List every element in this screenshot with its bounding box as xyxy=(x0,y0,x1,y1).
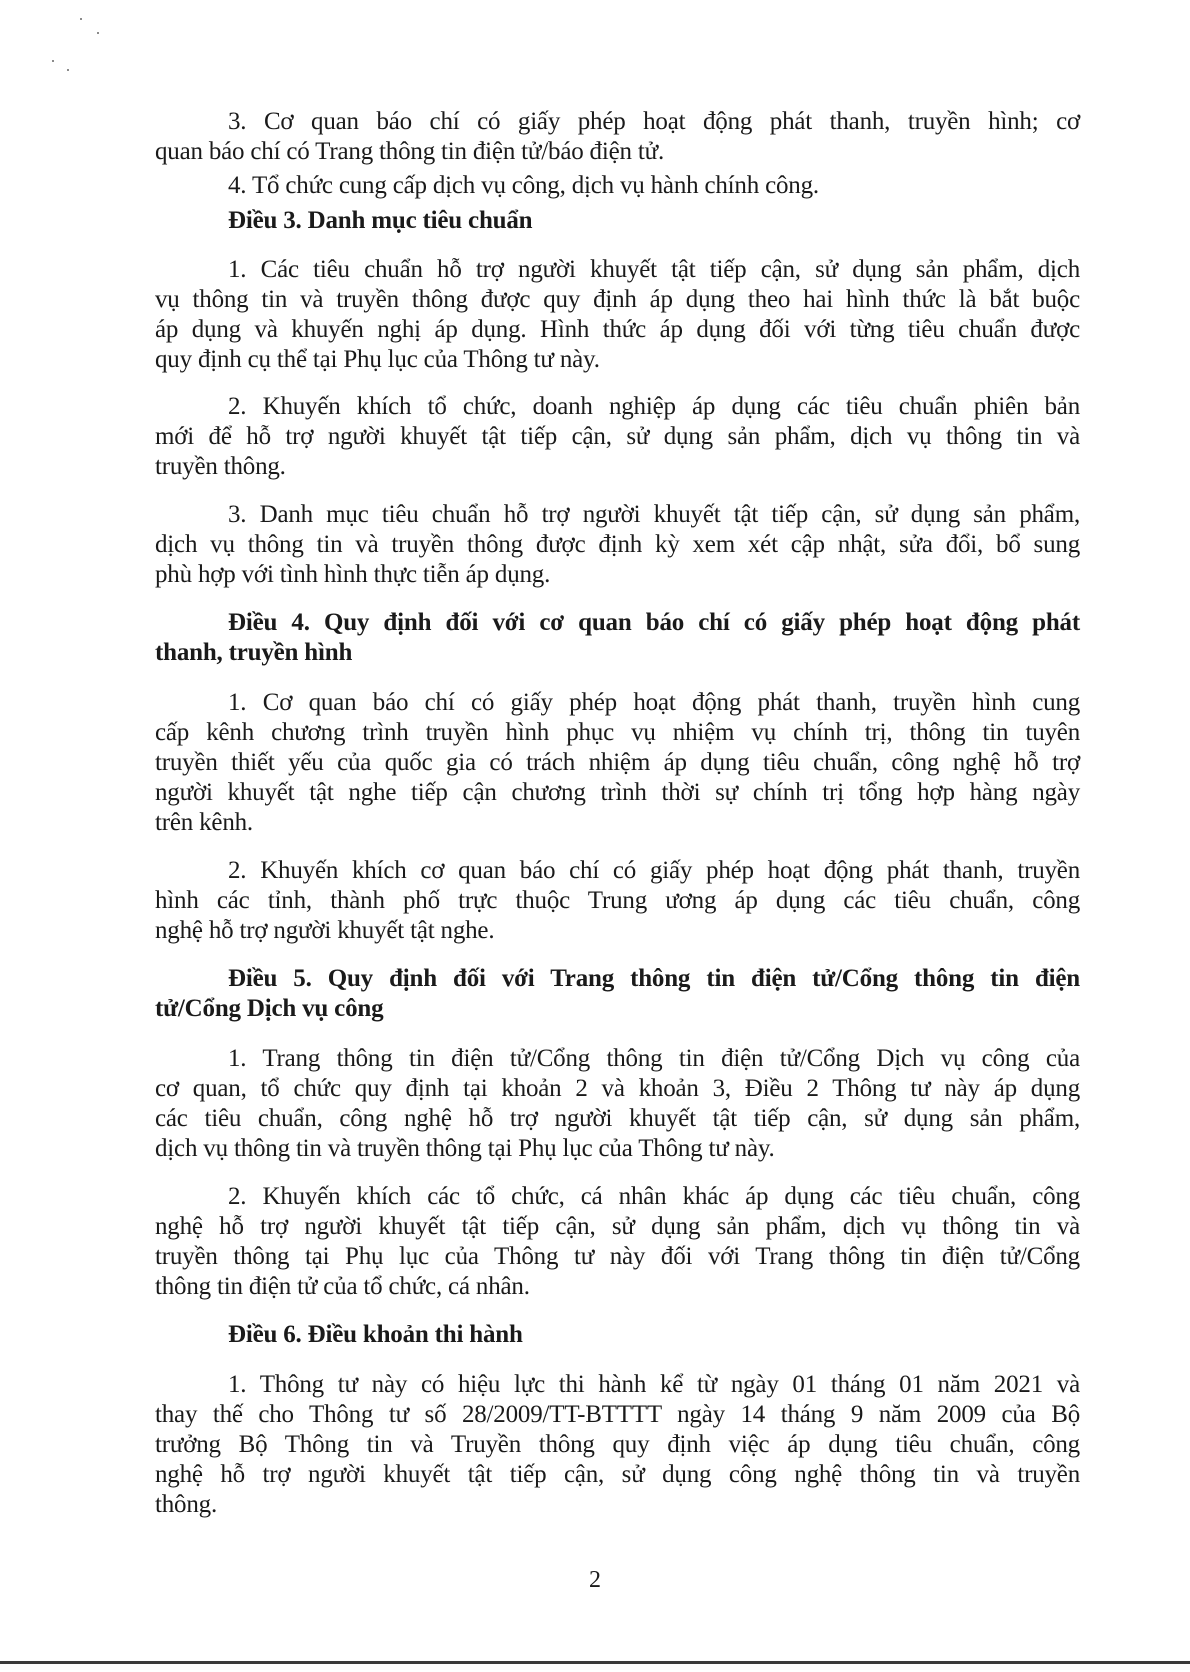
paragraph-line: thông. xyxy=(155,1491,217,1518)
article-heading: Điều 5. Quy định đối với Trang thông tin điện tử/Cổng thông tin điện xyxy=(228,965,1080,992)
paragraph-line: 3. Cơ quan báo chí có giấy phép hoạt động phát thanh, truyền hình; cơ xyxy=(228,108,1080,135)
paragraph-line: nghệ hỗ trợ người khuyết tật tiếp cận, sử dụng sản phẩm, dịch vụ thông tin và xyxy=(155,1213,1080,1240)
paragraph-line: phù hợp với tình hình thực tiễn áp dụng. xyxy=(155,561,551,588)
article-heading: Điều 4. Quy định đối với cơ quan báo chí có giấy phép hoạt động phát xyxy=(228,609,1080,636)
paragraph-line: 2. Khuyến khích cơ quan báo chí có giấy phép hoạt động phát thanh, truyền xyxy=(228,857,1080,884)
paragraph-line: quy định cụ thể tại Phụ lục của Thông tư này. xyxy=(155,346,600,373)
paragraph-line: 2. Khuyến khích các tổ chức, cá nhân khác áp dụng các tiêu chuẩn, công xyxy=(228,1183,1080,1210)
paragraph-line: trưởng Bộ Thông tin và Truyền thông quy định việc áp dụng tiêu chuẩn, công xyxy=(155,1431,1080,1458)
paragraph-line: nghệ hỗ trợ người khuyết tật tiếp cận, sử dụng công nghệ thông tin và truyền xyxy=(155,1461,1080,1488)
scan-speck xyxy=(67,69,69,71)
article-heading: thanh, truyền hình xyxy=(155,639,353,666)
article-heading: Điều 6. Điều khoản thi hành xyxy=(228,1321,523,1348)
paragraph-line: truyền thiết yếu của quốc gia có trách nhiệm áp dụng tiêu chuẩn, công nghệ hỗ trợ xyxy=(155,749,1080,776)
paragraph-line: quan báo chí có Trang thông tin điện tử/báo điện tử. xyxy=(155,138,664,165)
scan-speck xyxy=(52,60,54,62)
scan-speck xyxy=(80,18,82,20)
paragraph-line: dịch vụ thông tin và truyền thông được định kỳ xem xét cập nhật, sửa đổi, bổ sung xyxy=(155,531,1080,558)
paragraph-line: 1. Trang thông tin điện tử/Cổng thông tin điện tử/Cổng Dịch vụ công của xyxy=(228,1045,1080,1072)
paragraph-line: thay thế cho Thông tư số 28/2009/TT-BTTTT ngày 14 tháng 9 năm 2009 của Bộ xyxy=(155,1401,1080,1428)
paragraph-line: dịch vụ thông tin và truyền thông tại Phụ lục của Thông tư này. xyxy=(155,1135,775,1162)
paragraph-line: trên kênh. xyxy=(155,809,253,836)
article-heading: tử/Cổng Dịch vụ công xyxy=(155,995,384,1022)
paragraph-line: nghệ hỗ trợ người khuyết tật nghe. xyxy=(155,917,495,944)
paragraph-line: thông tin điện tử của tổ chức, cá nhân. xyxy=(155,1273,530,1300)
paragraph-line: 4. Tổ chức cung cấp dịch vụ công, dịch vụ hành chính công. xyxy=(228,172,819,199)
paragraph-line: truyền thông. xyxy=(155,453,286,480)
paragraph-line: người khuyết tật nghe tiếp cận chương trình thời sự chính trị tổng hợp hàng ngày xyxy=(155,779,1080,806)
paragraph-line: 1. Cơ quan báo chí có giấy phép hoạt động phát thanh, truyền hình cung xyxy=(228,689,1080,716)
paragraph-line: 2. Khuyến khích tổ chức, doanh nghiệp áp dụng các tiêu chuẩn phiên bản xyxy=(228,393,1080,420)
paragraph-line: hình các tỉnh, thành phố trực thuộc Trung ương áp dụng các tiêu chuẩn, công xyxy=(155,887,1080,914)
paragraph-line: cơ quan, tổ chức quy định tại khoản 2 và khoản 3, Điều 2 Thông tư này áp dụng xyxy=(155,1075,1080,1102)
paragraph-line: áp dụng và khuyến nghị áp dụng. Hình thức áp dụng đối với từng tiêu chuẩn được xyxy=(155,316,1080,343)
paragraph-line: truyền thông tại Phụ lục của Thông tư này đối với Trang thông tin điện tử/Cổng xyxy=(155,1243,1080,1270)
paragraph-line: cấp kênh chương trình truyền hình phục vụ nhiệm vụ chính trị, thông tin tuyên xyxy=(155,719,1080,746)
article-heading: Điều 3. Danh mục tiêu chuẩn xyxy=(228,207,533,234)
paragraph-line: 3. Danh mục tiêu chuẩn hỗ trợ người khuyết tật tiếp cận, sử dụng sản phẩm, xyxy=(228,501,1080,528)
paragraph-line: 1. Các tiêu chuẩn hỗ trợ người khuyết tật tiếp cận, sử dụng sản phẩm, dịch xyxy=(228,256,1080,283)
paragraph-line: 1. Thông tư này có hiệu lực thi hành kể từ ngày 01 tháng 01 năm 2021 và xyxy=(228,1371,1080,1398)
paragraph-line: mới để hỗ trợ người khuyết tật tiếp cận, sử dụng sản phẩm, dịch vụ thông tin và xyxy=(155,423,1080,450)
scan-speck xyxy=(97,32,99,34)
page-number: 2 xyxy=(589,1567,601,1593)
page-bottom-edge xyxy=(0,1661,1190,1664)
paragraph-line: vụ thông tin và truyền thông được quy định áp dụng theo hai hình thức là bắt buộc xyxy=(155,286,1080,313)
paragraph-line: các tiêu chuẩn, công nghệ hỗ trợ người khuyết tật tiếp cận, sử dụng sản phẩm, xyxy=(155,1105,1080,1132)
